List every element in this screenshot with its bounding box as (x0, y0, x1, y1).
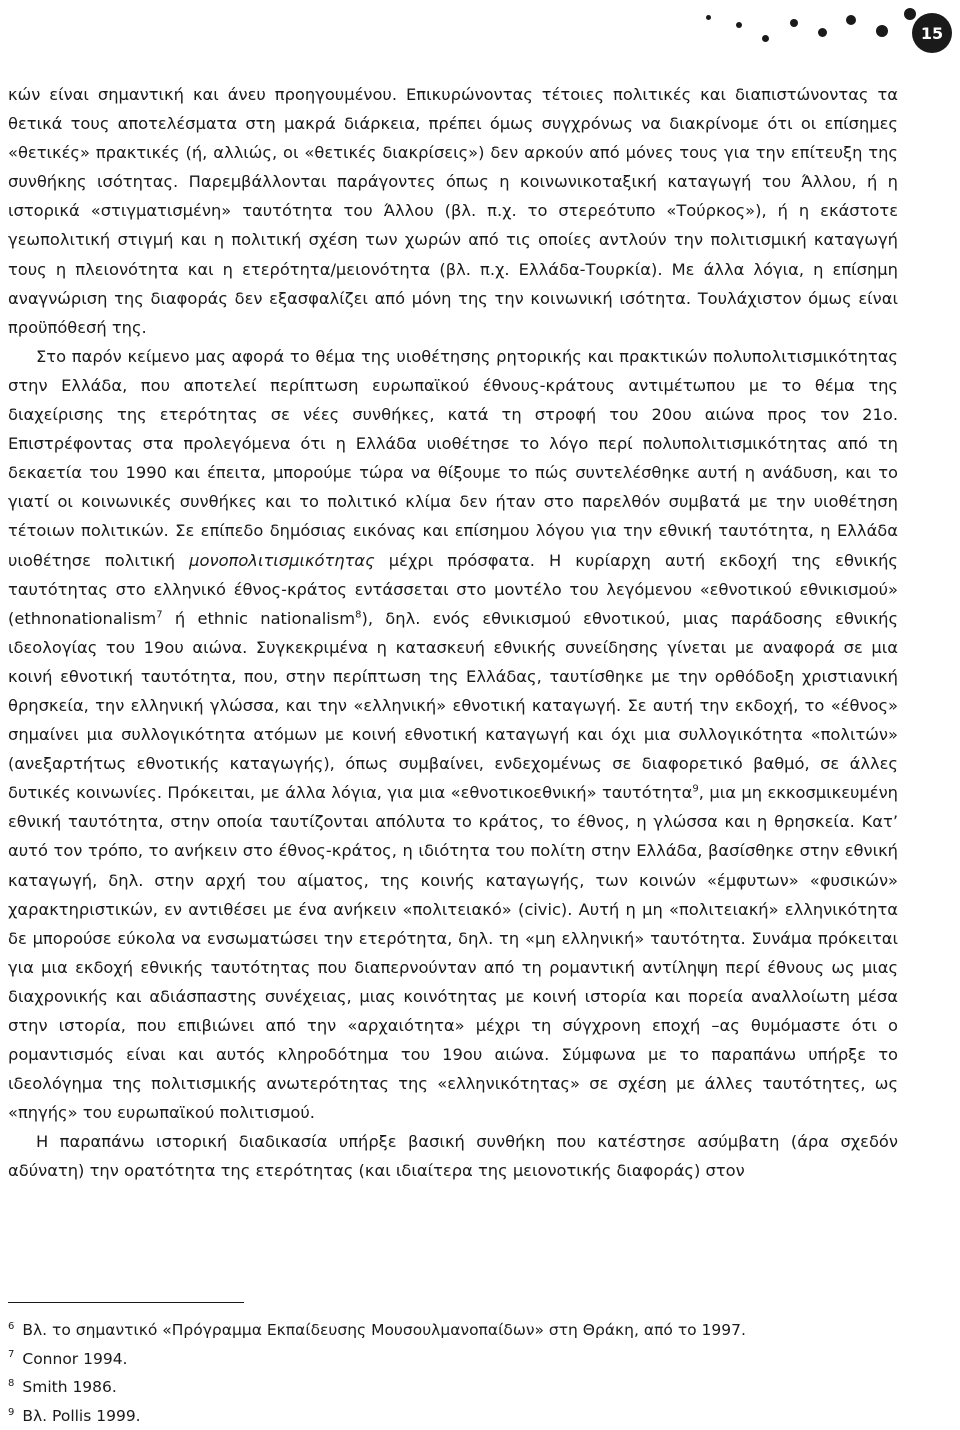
emphasized-term: μονοπολιτισμικότητας (189, 550, 375, 570)
footnotes (8, 1316, 898, 1430)
paragraph-text: ), δηλ. ενός εθνικισμού εθνοτικού, μιας παράδοσης εθνικής ιδεολογίας του 19ου αιώνα. Συγκεκριμένα η κατασκευή εθνικής συνείδησης γίνεται με αναφορά σε μια κοινή εθνοτική ταυτότητα, που, στην περίπτωση της Ελλάδας, ταυτίσθηκε με την ορθόδοξη χριστιανική θρησκεία, την ελληνική γλώσσα, και την «ελληνική» εθνοτική καταγωγή. Σε αυτή την εκδοχή, το «έθνος» σημαίνει μια συλλογικότητα ατόμων με κοινή εθνοτική καταγωγή και όχι μια συλλογικότητα «πολιτών» (ανεξαρτήτως εθνοτικής καταγωγής), όπως συμβαίνει, ενδεχομένως σε διαφορετικό βαθμό, σε άλλες δυτικές κοινωνίες. Πρόκειται, με άλλα λόγια, για μια «εθνοτικοεθνική» ταυτότητα (8, 608, 898, 803)
footnote (8, 1373, 898, 1402)
footnote-text: Βλ. το σημαντικό «Πρόγραμμα Εκπαίδευσης Μουσουλμανοπαίδων» στη Θράκη, από το 1997. (22, 1321, 746, 1339)
footnote-divider (8, 1302, 244, 1303)
dot-icon (762, 35, 769, 42)
dot-icon (706, 15, 711, 20)
footnote-number: 8 (8, 1378, 15, 1390)
paragraph (8, 1127, 898, 1185)
paragraph (8, 80, 898, 342)
footnote-text: Smith 1986. (22, 1378, 117, 1397)
paragraph-text: , μια μη εκκοσμικευμένη εθνική ταυτότητα, στην οποία ταυτίζονται απόλυτα το κράτος, το έθνος, η γλώσσα και η θρησκεία. Κατ’ αυτό τον τρόπο, το ανήκειν στο έθνος-κράτος, η ιδιότητα του πολίτη στην Ελλάδα, βασίσθηκε στην εθνική καταγωγή, δηλ. στην αρχή του αίματος, της κοινής καταγωγής, των κοινών «έμφυτων» «φυσικών» χαρακτηριστικών, εν αντιθέσει με ένα ανήκειν «πολιτειακό» (civic). Αυτή η μη «πολιτειακή» ελληνικότητα δε μπορούσε εύκολα να ενσωματώσει την ετερότητα, δηλ. τη «μη ελληνική» ταυτότητα. Συνάμα πρόκειται για μια εκδοχή εθνικής ταυτότητας που διαπερνούνταν από τη ρομαντική αντίληψη περί έθνους ως μιας διαχρονικής και αδιάσπαστης συνέχειας, μιας κοινότητας με κοινή ιστορία και πορεία αναλλοίωτη μέσα στην ιστορία, που επιβιώνει από την «αρχαιότητα» μέχρι τη σύγχρονη εποχή –ας θυμόμαστε ότι ο ρομαντισμός είναι και αυτός κληροδότημα του 19ου αιώνα. Σύμφωνα με το παραπάνω υπήρξε το ιδεολόγημα της πολιτισμικής ανωτερότητας της «ελληνικότητας» σε σχέση με άλλες ταυτότητες, ως «πηγής» του ευρωπαϊκού πολιτισμού. (8, 783, 898, 1123)
paragraph-text: Στο παρόν κείμενο μας αφορά το θέμα της υιοθέτησης ρητορικής και πρακτικών πολυπολιτισμικότητας στην Ελλάδα, που αποτελεί περίπτωση ευρωπαϊκού έθνους-κράτους αντιμέτωπου με το θέμα της διαχείρισης της ετερότητας σε νέες συνθήκες, κατά τη στροφή του 20ου αιώνα προς τον 21ο. Επιστρέφοντας στα προλεγόμενα ότι η Ελλάδα υιοθέτησε το λόγο περί πολυπολιτισμικότητας από τη δεκαετία του 1990 και έπειτα, μπορούμε τώρα να θίξουμε το πώς συντελέσθηκε αυτή η ανάδυση, και το γιατί οι κοινωνικές συνθήκες και το πολιτικό κλίμα δεν ήταν στο παρελθόν συμβατά με την υιοθέτηση τέτοιων πολιτικών. Σε επίπεδο δημόσιας εικόνας και επίσημου λόγου για την εθνική ταυτότητα, η Ελλάδα υιοθέτησε πολιτική (8, 346, 898, 570)
paragraph-text: ή ethnic nationalism (162, 608, 356, 628)
paragraph-text: Η παραπάνω ιστορική διαδικασία υπήρξε βασική συνθήκη που κατέστησε ασύμβατη (άρα σχεδόν αδύνατη) την ορατότητα της ετερότητας (και ιδιαίτερα της μειονοτικής διαφοράς) στον (8, 1132, 898, 1181)
footnote-text: Βλ. Pollis 1999. (22, 1406, 141, 1425)
footnote-number: 9 (8, 1406, 15, 1418)
footnote-number: 7 (8, 1349, 15, 1361)
footnote-number: 6 (8, 1320, 15, 1332)
dot-icon (736, 22, 742, 28)
footnote-ref[interactable]: 8 (355, 609, 362, 621)
footnote (8, 1345, 898, 1374)
dot-icon (818, 28, 827, 37)
dot-icon (790, 19, 798, 27)
dot-icon (846, 15, 856, 25)
page-number: 15 (912, 13, 952, 53)
footnote-ref[interactable]: 7 (156, 609, 163, 621)
paragraph-text: κών είναι σημαντική και άνευ προηγουμένου. Επικυρώνοντας τέτοιες πολιτικές και διαπιστώνοντας τα θετικά τους αποτελέσματα στη μακρά διάρκεια, πρέπει όμως συγχρόνως να διακρίνομε ότι οι επίσημες «θετικές» πρακτικές (ή, αλλιώς, οι «θετικές διακρίσεις») δεν αρκούν από μόνες τους για την επίτευξη της συνθήκης ισότητας. Παρεμβάλλονται παράγοντες όπως η κοινωνικοταξική καταγωγή του Άλλου, ή η ιστορικά «στιγματισμένη» ταυτότητα του Άλλου (βλ. π.χ. το στερεότυπο «Τούρκος»), ή η εκάστοτε γεωπολιτική στιγμή και η πολιτική σχέση των χωρών από τις οποίες αντλούν την πολιτισμική καταγωγή τους η πλειονότητα και η ετερότητα/μειονότητα (βλ. π.χ. Ελλάδα-Τουρκία). Με άλλα λόγια, η επίσημη αναγνώριση της διαφοράς δεν εξασφαλίζει από μόνη της την κοινωνική ισότητα. Τουλάχιστον όμως είναι προϋπόθεσή της. (8, 85, 898, 337)
dot-icon (904, 8, 916, 20)
body-text (8, 80, 898, 1186)
footnote-text: Connor 1994. (22, 1349, 128, 1368)
paragraph (8, 342, 898, 1128)
paragraph-text: μέχρι πρόσφατα. Η κυρίαρχη αυτή εκδοχή της εθνικής ταυτότητας στο ελληνικό έθνος-κράτος εντάσσεται στο μοντέλο του λεγόμενου «εθνοτικού εθνικισμού» (ethnonationalism (8, 550, 898, 628)
footnote (8, 1316, 898, 1345)
dot-icon (876, 25, 888, 37)
footnote (8, 1402, 898, 1430)
footnote-ref[interactable]: 9 (692, 783, 699, 795)
